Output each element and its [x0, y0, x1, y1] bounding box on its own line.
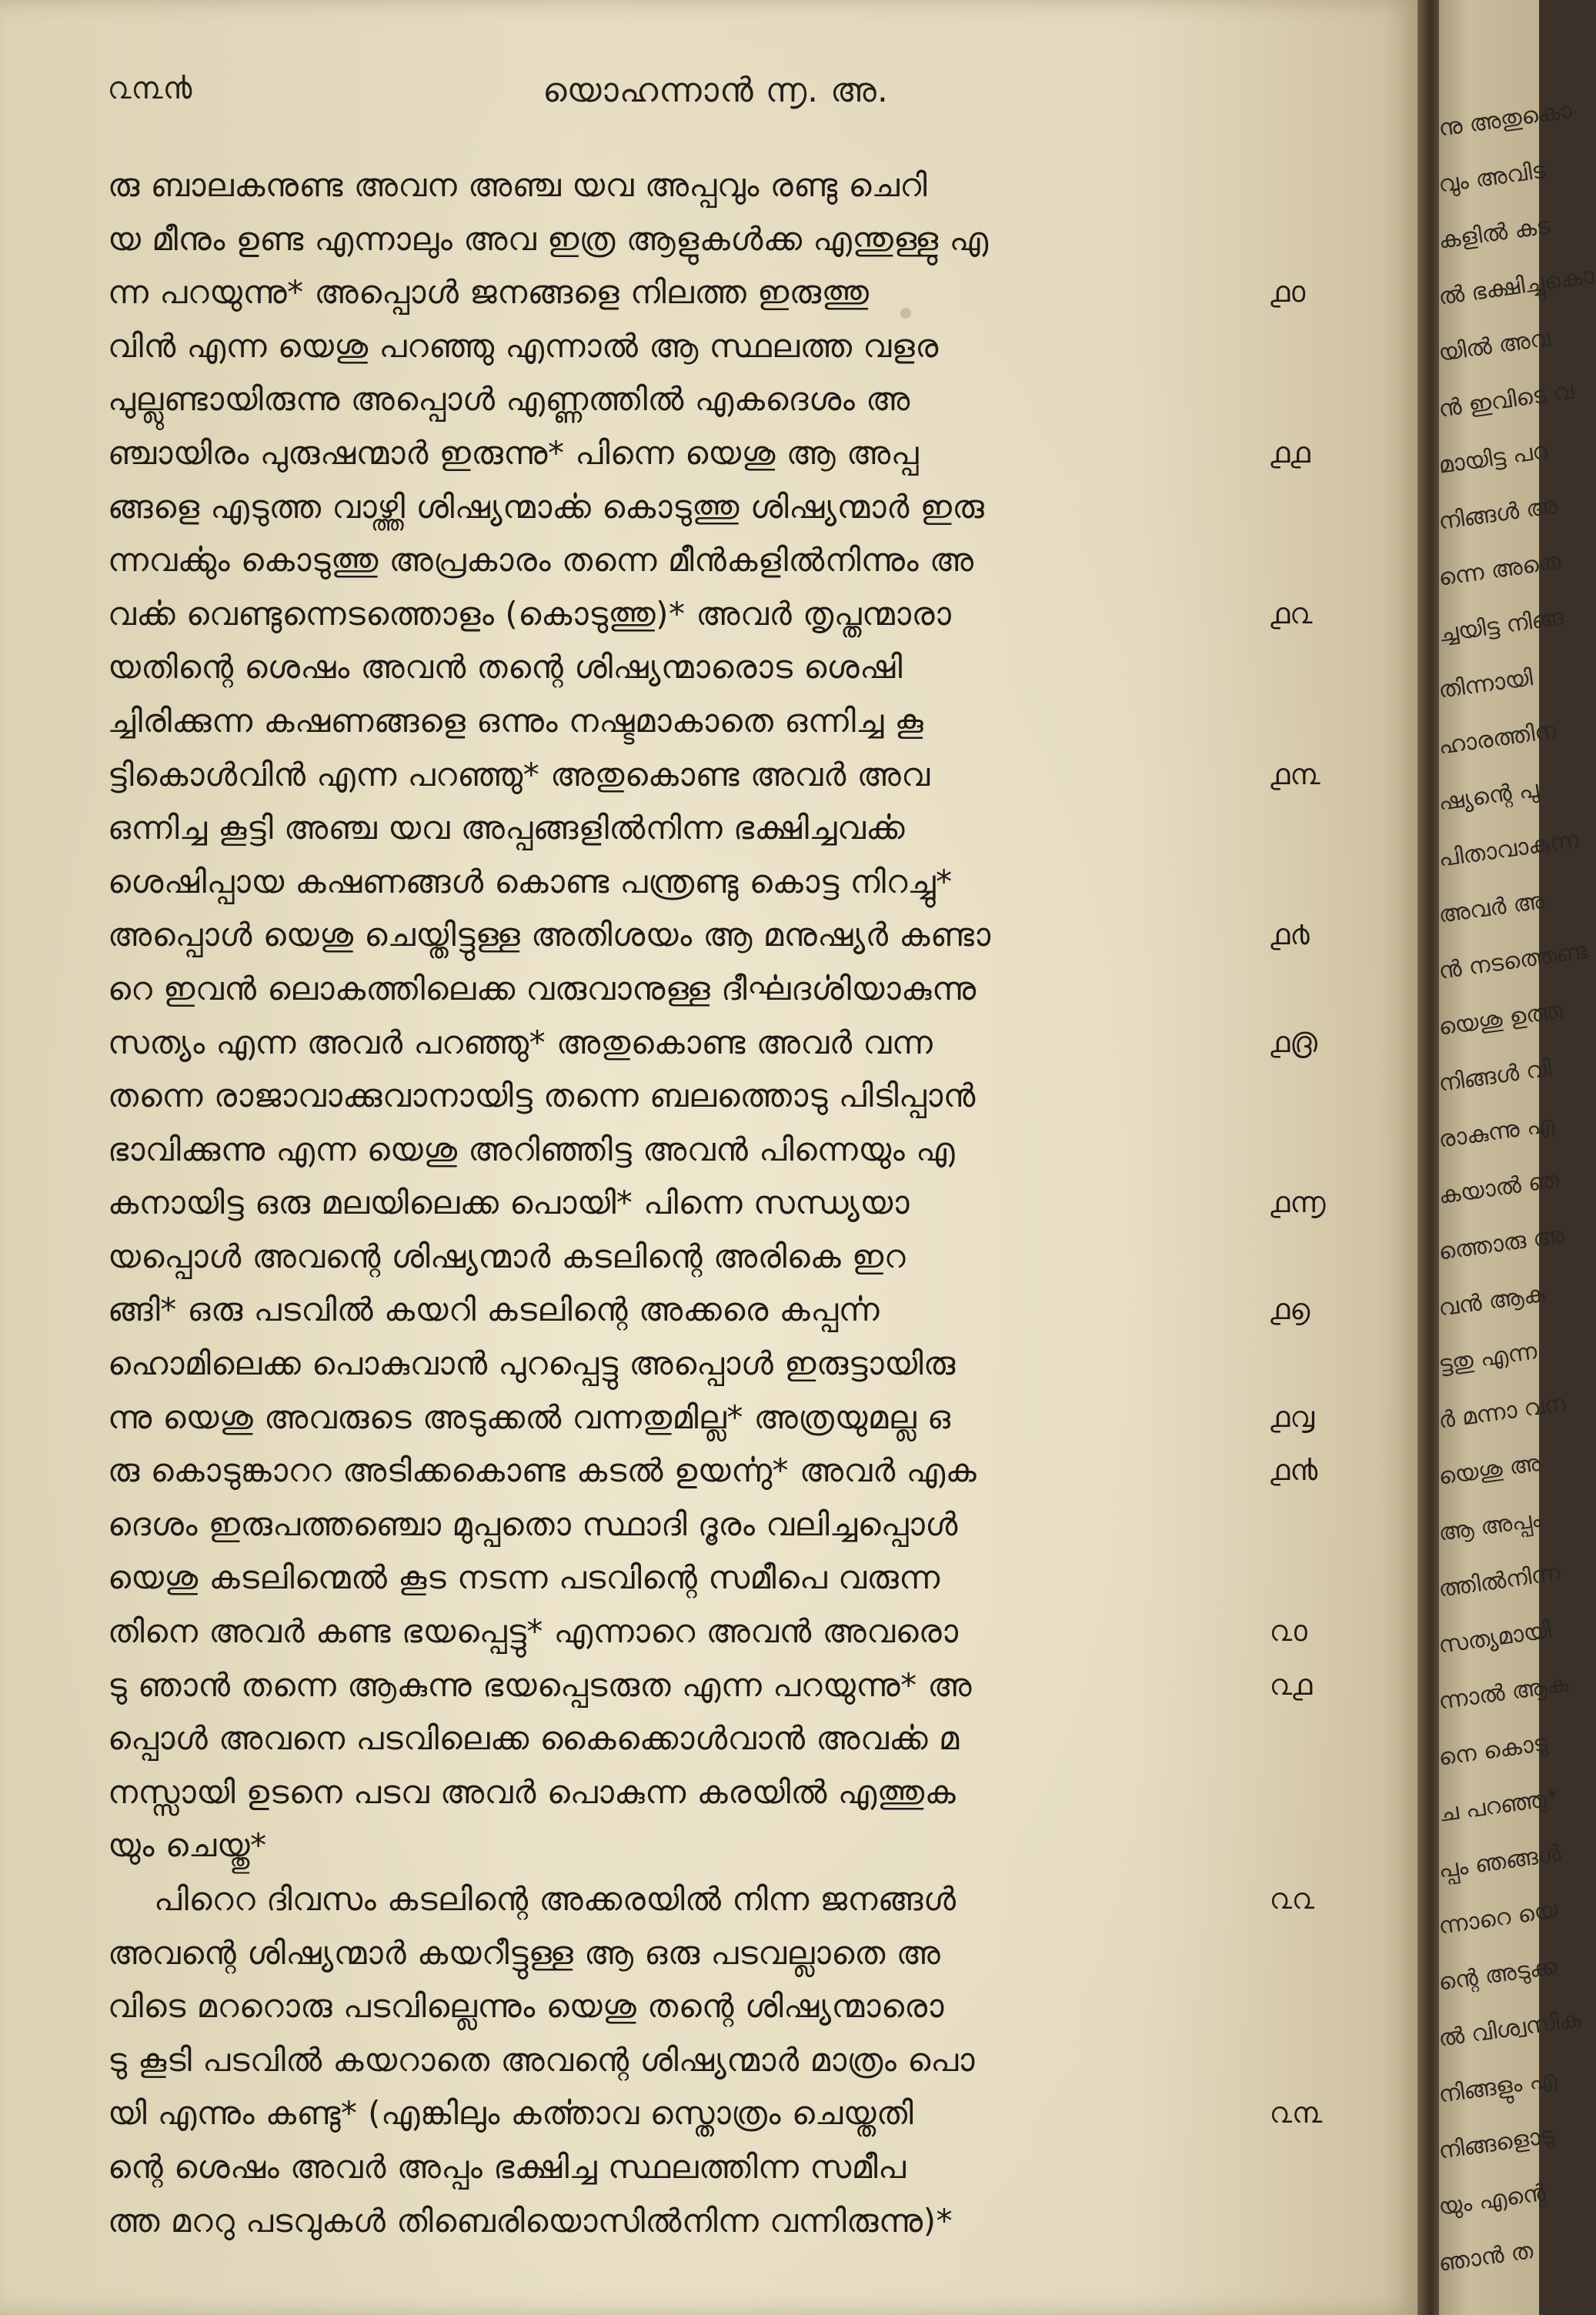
verse-number: ൧൦	[1270, 275, 1306, 309]
text-line	[108, 589, 1431, 643]
verse-number: ൧൫	[1270, 1024, 1317, 1059]
adjacent-page-fragment: കയാൽ ഞ	[1437, 1166, 1561, 1210]
line-text: വിൻ എന്ന യെശു പറഞ്ഞു എന്നാൽ ആ സ്ഥലത്ത വളര	[108, 326, 939, 365]
line-text: വിടെ മററൊരു പടവില്ലെന്നും യെശു തന്റെ ശിഷ്യന്മാരൊ	[108, 1987, 944, 2026]
adjacent-page-fragment: യെശു ഉത്ത	[1437, 997, 1565, 1041]
adjacent-page-fragment: മായിട്ട പറ	[1437, 437, 1550, 479]
line-text: ഹൊമിലെക്ക പൊകുവാൻ പുറപ്പെട്ടു അപ്പൊൾ ഇരുട്ടായിരു	[108, 1345, 956, 1383]
line-text: ത്ത മററു പടവുകൾ തിബെരിയൊസിൽനിന്ന വന്നിരുന്നു)*	[108, 2201, 953, 2240]
line-text: പിറെറ ദിവസം കടലിന്റെ അക്കരയിൽ നിന്ന ജനങ്ങൾ	[154, 1880, 957, 1918]
line-text: ഞ്ചായിരം പുരുഷന്മാർ ഇരുന്നു* പിന്നെ യെശു ആ അപ്പ	[108, 433, 920, 472]
adjacent-page-fragment: യും എന്റെ	[1437, 2179, 1548, 2221]
text-line	[108, 2035, 1431, 2089]
adjacent-page-fragment: ത്തിൽനിന്ന	[1437, 1559, 1562, 1603]
text-line	[108, 1124, 1431, 1178]
adjacent-page-fragment: ന്നാൽ ആകു	[1437, 1670, 1571, 1715]
text-line	[108, 482, 1431, 536]
line-text: ന്നവൎക്കും കൊടുത്തു അപ്രകാരം തന്നെ മീൻകളിൽനിന്നും അ	[108, 541, 974, 580]
adjacent-page-fragment: ച പറഞ്ഞു*	[1437, 1784, 1561, 1828]
text-line	[108, 857, 1431, 910]
text-line	[108, 1820, 1431, 1874]
text-line	[108, 1178, 1431, 1231]
text-line	[108, 214, 1431, 268]
line-text: പ്പൊൾ അവനെ പടവിലെക്ക കൈക്കൊൾവാൻ അവൎക്ക മ	[108, 1719, 960, 1758]
page-number: ൨൩൯	[108, 71, 192, 106]
text-line	[108, 1552, 1431, 1606]
body-text	[108, 160, 1431, 2249]
text-line	[108, 1392, 1431, 1446]
line-text: ട്ടികൊൾവിൻ എന്ന പറഞ്ഞു* അതുകൊണ്ട അവർ അവ	[108, 755, 930, 793]
adjacent-page-fragment: തിന്നായി	[1437, 664, 1534, 704]
adjacent-page-fragment: ൽ വിശ്വസിക	[1437, 2006, 1583, 2053]
text-line	[108, 1231, 1431, 1285]
line-text: യും ചെയ്തു*	[108, 1826, 267, 1865]
page-header	[108, 71, 1370, 117]
text-line	[108, 374, 1431, 428]
adjacent-page-fragment: ന്നെ അതെ	[1437, 547, 1563, 592]
adjacent-page-fragment: ച്ചയിട്ട നിങ്ങ	[1437, 603, 1566, 648]
text-line	[108, 1445, 1431, 1499]
text-line	[108, 1284, 1431, 1338]
text-line	[108, 1767, 1431, 1821]
verse-number: ൧൩	[1270, 757, 1321, 791]
text-line	[108, 750, 1431, 803]
adjacent-page-fragment: ഹാരത്തിന	[1437, 717, 1558, 760]
text-line	[108, 1928, 1431, 1982]
line-text: യി എന്നും കണ്ടു* (എങ്കിലും കൎത്താവ സ്തൊത്രം ചെയ്തതി	[108, 2094, 914, 2133]
verse-number: ൧൧	[1270, 435, 1311, 469]
adjacent-page-fragment: കളിൽ കട	[1437, 212, 1552, 255]
adjacent-page-fragment: ന്നാറെ യെ	[1437, 1896, 1560, 1940]
text-line	[108, 1338, 1431, 1392]
line-text: നസ്സായി ഉടനെ പടവ അവർ പൊകുന്ന കരയിൽ എത്തുക	[108, 1772, 957, 1811]
text-line	[108, 1606, 1431, 1660]
verse-number: ൨൩	[1270, 2096, 1323, 2130]
text-line	[108, 535, 1431, 589]
running-title: യൊഹന്നാൻ ൬. അ.	[543, 71, 889, 110]
line-text: അവന്റെ ശിഷ്യന്മാർ കയറീട്ടുള്ള ആ ഒരു പടവല്ലാതെ അ	[108, 1933, 941, 1972]
verse-number: ൨൧	[1270, 1667, 1313, 1702]
adjacent-page-fragment: നിങ്ങൾ അ	[1437, 492, 1560, 536]
line-text: സത്യം എന്ന അവർ പറഞ്ഞു* അതുകൊണ്ട അവർ വന്ന	[108, 1023, 933, 1061]
adjacent-page-fragment: നിങ്ങളും എ	[1437, 2065, 1559, 2109]
book-gutter	[1417, 0, 1439, 2315]
adjacent-page-fragment: ആ അപ്പം	[1437, 1505, 1544, 1547]
adjacent-page-fragment: ൽ ഭക്ഷിച്ചുകൊ	[1437, 262, 1596, 311]
adjacent-page-fragment: യെശു അ	[1437, 1449, 1543, 1491]
line-text: ങ്ങി* ഒരു പടവിൽ കയറി കടലിന്റെ അക്കരെ കപ്പൎന്ന	[108, 1291, 880, 1329]
text-line	[108, 1499, 1431, 1553]
adjacent-page-edge	[1437, 0, 1596, 2315]
adjacent-page-fragment: വും അവിട	[1437, 156, 1548, 199]
line-text: റെ ഇവൻ ലൊകത്തിലെക്ക വരുവാനുള്ള ദീൎഘദൎശിയാകുന്നു	[108, 969, 977, 1007]
adjacent-page-fragment: ന്റെ അടുക്ക	[1437, 1953, 1559, 1996]
adjacent-page-fragment: വൻ ആകു	[1437, 1280, 1548, 1322]
verse-number: ൧൭	[1270, 1292, 1311, 1327]
line-text: യ മീനും ഉണ്ട എന്നാലും അവ ഇത്ര ആളുകൾക്ക എന്തുള്ളു എ	[108, 219, 989, 258]
line-text: വൎക്ക വെണ്ടുന്നെടത്തൊളം (കൊടുത്തു)* അവർ തൃപ്തന്മാരാ	[108, 594, 952, 633]
verse-number: ൧൮	[1270, 1399, 1314, 1434]
line-text: ടു കൂടി പടവിൽ കയറാതെ അവന്റെ ശിഷ്യന്മാർ മാത്രം പൊ	[108, 2040, 975, 2079]
line-text: തിനെ അവർ കണ്ട ഭയപ്പെട്ടു* എന്നാറെ അവൻ അവരൊ	[108, 1612, 959, 1651]
verse-number: ൨൦	[1270, 1614, 1307, 1649]
adjacent-page-fragment: ഷ്യന്റെ പു	[1437, 776, 1541, 817]
adjacent-page-fragment: നിങ്ങളൊടു	[1437, 2122, 1556, 2165]
verse-number: ൧൬	[1270, 1185, 1326, 1220]
text-line	[108, 1713, 1431, 1767]
line-text: ന്നു യെശു അവരുടെ അടുക്കൽ വന്നതുമില്ല* അത്രയുമല്ല ഒ	[108, 1398, 951, 1436]
adjacent-page-fragment: നെ കൊടു	[1437, 1729, 1549, 1772]
line-text: ന്ന പറയുന്നു* അപ്പൊൾ ജനങ്ങളെ നിലത്ത ഇരുത്തു	[108, 273, 870, 312]
line-text: ദെശം ഇരുപത്തഞ്ചൊ മുപ്പതൊ സ്ഥാദി ദൂരം വലിച്ചപ്പൊൾ	[108, 1505, 958, 1543]
line-text: ടു ഞാൻ തന്നെ ആകുന്നു ഭയപ്പെടരുത എന്ന പറയുന്നു* അ	[108, 1665, 973, 1704]
adjacent-page-fragment: ൻ നടത്തെണ്ട	[1437, 937, 1590, 985]
adjacent-page-fragment: പിതാവാകുന്ന	[1437, 826, 1581, 873]
adjacent-page-fragment: യിൽ അവ	[1437, 324, 1552, 367]
verse-number: ൧൯	[1270, 1453, 1318, 1488]
line-text: യതിന്റെ ശെഷം അവൻ തന്റെ ശിഷ്യന്മാരൊട ശെഷി	[108, 648, 903, 686]
text-line	[108, 1660, 1431, 1714]
line-text: ഒന്നിച്ച കൂട്ടി അഞ്ച യവ അപ്പങ്ങളിൽനിന്ന ഭക്ഷിച്ചവൎക്ക	[108, 809, 905, 847]
text-line	[108, 1981, 1431, 2035]
text-line	[108, 428, 1431, 482]
adjacent-page-fragment: സത്യമായി	[1437, 1616, 1553, 1659]
line-text: തന്നെ രാജാവാക്കുവാനായിട്ട തന്നെ ബലത്തൊടു പിടിപ്പാൻ	[108, 1077, 976, 1115]
line-text: കനായിട്ട ഒരു മലയിലെക്ക പൊയി* പിന്നെ സന്ധ്യയാ	[108, 1184, 910, 1222]
verse-number: ൧൨	[1270, 596, 1313, 630]
text-line	[108, 964, 1431, 1017]
text-line	[108, 1017, 1431, 1071]
adjacent-page-fragment: അവർ അ	[1437, 887, 1547, 929]
line-text: ച്ചിരിക്കുന്ന കഷണങ്ങളെ ഒന്നും നഷ്ടമാകാതെ ഒന്നിച്ച കൂ	[108, 701, 924, 740]
adjacent-page-fragment: ത്തൊരു അ	[1437, 1221, 1567, 1266]
adjacent-page-fragment: ൻ ഇവിടെ വ	[1437, 377, 1575, 423]
adjacent-page-fragment: പ്പം ഞങ്ങൾ	[1437, 1839, 1563, 1884]
text-line	[108, 642, 1431, 696]
adjacent-page-fragment: ർ മന്നാ വന	[1437, 1390, 1568, 1435]
adjacent-page-fragment: ട്ടതു എന്ന	[1437, 1338, 1539, 1378]
line-text: ന്റെ ശെഷം അവർ അപ്പം ഭക്ഷിച്ച സ്ഥലത്തിന്ന സമീപ	[108, 2147, 907, 2186]
text-line	[108, 2088, 1431, 2142]
text-line	[108, 2196, 1431, 2250]
text-line	[108, 2142, 1431, 2196]
line-text: യപ്പൊൾ അവന്റെ ശിഷ്യന്മാർ കടലിന്റെ അരികെ ഇറ	[108, 1237, 907, 1275]
line-text: രു ബാലകനുണ്ട അവന അഞ്ച യവ അപ്പവും രണ്ടു ചെറി	[108, 166, 928, 204]
verse-number: ൧൪	[1270, 917, 1310, 952]
line-text: പുല്ലുണ്ടായിരുന്നു അപ്പൊൾ എണ്ണത്തിൽ എകദെശം അ	[108, 380, 910, 419]
adjacent-page-fragment: ഞാൻ ത	[1437, 2237, 1535, 2277]
line-text: രു കൊടുങ്കാററ അടിക്കകൊണ്ട കടൽ ഉയൎന്നു* അവർ എക	[108, 1451, 977, 1490]
text-line	[108, 160, 1431, 214]
text-line	[108, 1874, 1431, 1928]
text-line	[108, 1071, 1431, 1124]
line-text: ശെഷിപ്പായ കഷണങ്ങൾ കൊണ്ട പന്ത്രണ്ടു കൊട്ട നിറച്ചു*	[108, 862, 953, 900]
text-line	[108, 267, 1431, 321]
text-line	[108, 910, 1431, 964]
verse-number: ൨൨	[1270, 1882, 1315, 1916]
line-text: ഭാവിക്കുന്നു എന്ന യെശു അറിഞ്ഞിട്ട അവൻ പിന്നെയും എ	[108, 1130, 956, 1168]
text-line	[108, 803, 1431, 857]
adjacent-page-fragment: രാകുന്നു എ	[1437, 1111, 1556, 1154]
adjacent-page-fragment: നു അതുകൊ	[1437, 96, 1574, 142]
text-line	[108, 321, 1431, 375]
line-text: അപ്പൊൾ യെശു ചെയ്തിട്ടുള്ള അതിശയം ആ മനുഷ്യർ കണ്ടാ	[108, 916, 991, 954]
adjacent-page-fragment: നിങ്ങൾ വി	[1437, 1054, 1554, 1097]
line-text: യെശു കടലിന്മെൽ കൂട നടന്ന പടവിന്റെ സമീപെ വരുന്ന	[108, 1558, 940, 1597]
text-line	[108, 696, 1431, 750]
line-text: ങ്ങളെ എടുത്ത വാഴ്ത്തി ശിഷ്യന്മാൎക്ക കൊടുത്തു ശിഷ്യന്മാർ ഇരു	[108, 487, 985, 526]
